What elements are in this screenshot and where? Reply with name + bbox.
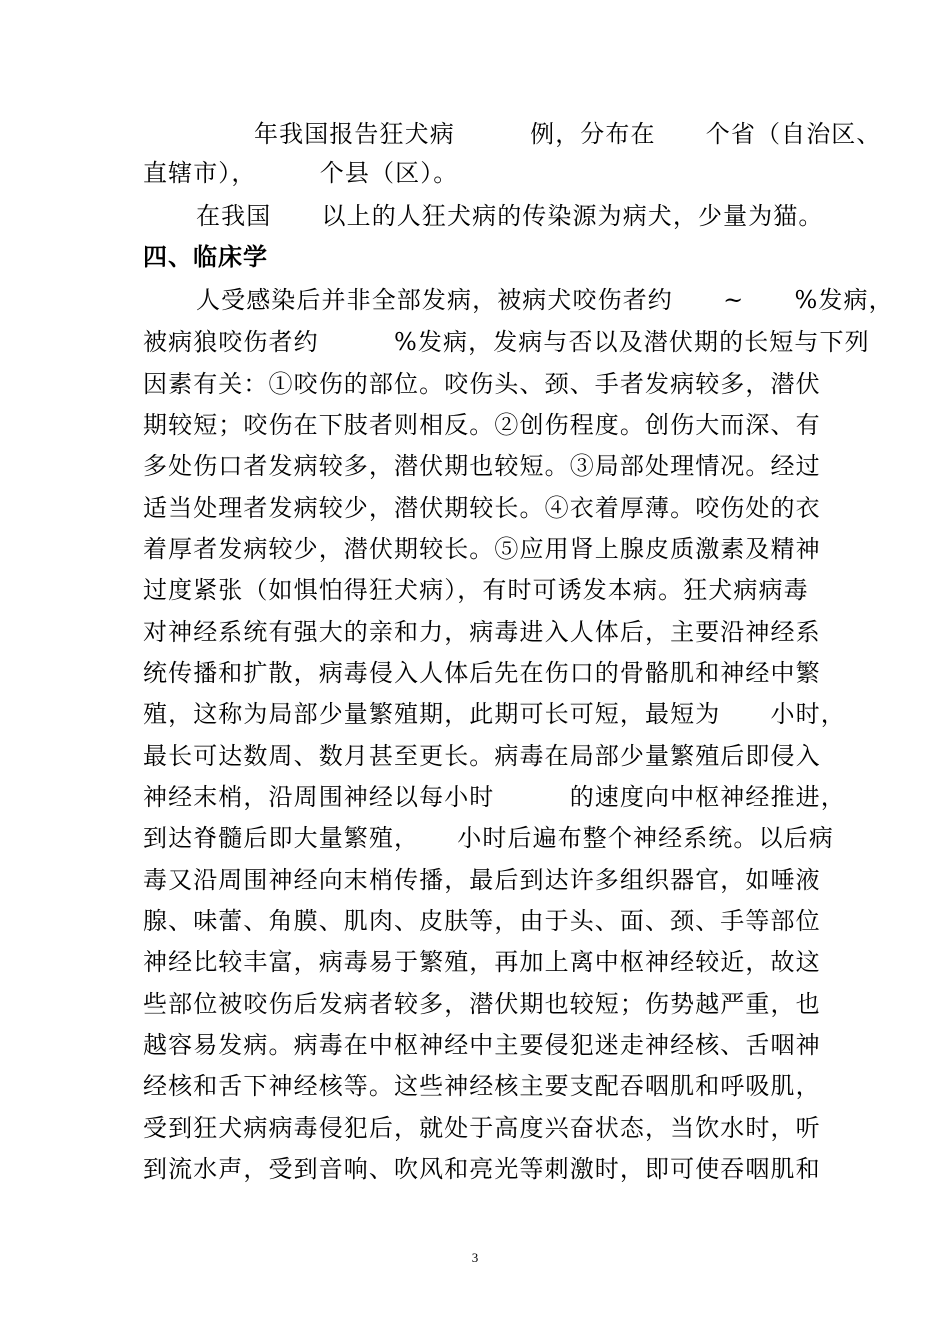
- section-heading: 四、临床学: [143, 243, 268, 271]
- text-line: 因素有关：①咬伤的部位。咬伤头、颈、手者发病较多，潜伏: [143, 370, 821, 398]
- text-line: 年我国报告狂犬病 例，分布在 个省（自治区、: [254, 120, 882, 148]
- text-line: 些部位被咬伤后发病者较多，潜伏期也较短；伤势越严重，也: [143, 990, 821, 1018]
- text-line: 经核和舌下神经核等。这些神经核主要支配吞咽肌和呼吸肌，: [143, 1072, 821, 1100]
- text-line: 最长可达数周、数月甚至更长。病毒在局部少量繁殖后即侵入: [143, 742, 821, 770]
- text-line: 在我国 以上的人狂犬病的传染源为病犬，少量为猫。: [196, 202, 824, 230]
- text-line: 神经比较丰富，病毒易于繁殖，再加上离中枢神经较近，故这: [143, 948, 821, 976]
- text-line: 期较短；咬伤在下肢者则相反。②创伤程度。创伤大而深、有: [143, 411, 821, 439]
- text-line: 统传播和扩散，病毒侵入人体后先在伤口的骨骼肌和神经中繁: [143, 659, 821, 687]
- text-line: 对神经系统有强大的亲和力，病毒进入人体后，主要沿神经系: [143, 618, 821, 646]
- text-line: 到达脊髓后即大量繁殖， 小时后遍布整个神经系统。以后病: [143, 824, 834, 852]
- text-line: 过度紧张（如惧怕得狂犬病），有时可诱发本病。狂犬病病毒: [143, 576, 809, 604]
- text-line: 直辖市）， 个县（区）。: [143, 159, 459, 187]
- text-line: 越容易发病。病毒在中枢神经中主要侵犯迷走神经核、舌咽神: [143, 1031, 821, 1059]
- text-line: 着厚者发病较少，潜伏期较长。⑤应用肾上腺皮质激素及精神: [143, 535, 821, 563]
- text-line: 腺、味蕾、角膜、肌肉、皮肤等，由于头、面、颈、手等部位: [143, 907, 821, 935]
- text-line: 人受感染后并非全部发病，被病犬咬伤者约 ~ %发病，: [196, 286, 894, 314]
- page-number: 3: [471, 1250, 479, 1265]
- text-line: 毒又沿周围神经向末梢传播，最后到达许多组织器官，如唾液: [143, 866, 821, 894]
- text-line: 多处伤口者发病较多，潜伏期也较短。③局部处理情况。经过: [143, 452, 821, 480]
- text-line: 适当处理者发病较少，潜伏期较长。④衣着厚薄。咬伤处的衣: [143, 494, 821, 522]
- text-line: 受到狂犬病病毒侵犯后，就处于高度兴奋状态，当饮水时，听: [143, 1114, 821, 1142]
- text-line: 殖，这称为局部少量繁殖期，此期可长可短，最短为 小时，: [143, 700, 846, 728]
- text-line: 到流水声，受到音响、吹风和亮光等刺激时，即可使吞咽肌和: [143, 1155, 821, 1183]
- text-line: 神经末梢，沿周围神经以每小时 的速度向中枢神经推进，: [143, 783, 846, 811]
- text-line: 被病狼咬伤者约 %发病，发病与否以及潜伏期的长短与下列: [143, 328, 870, 356]
